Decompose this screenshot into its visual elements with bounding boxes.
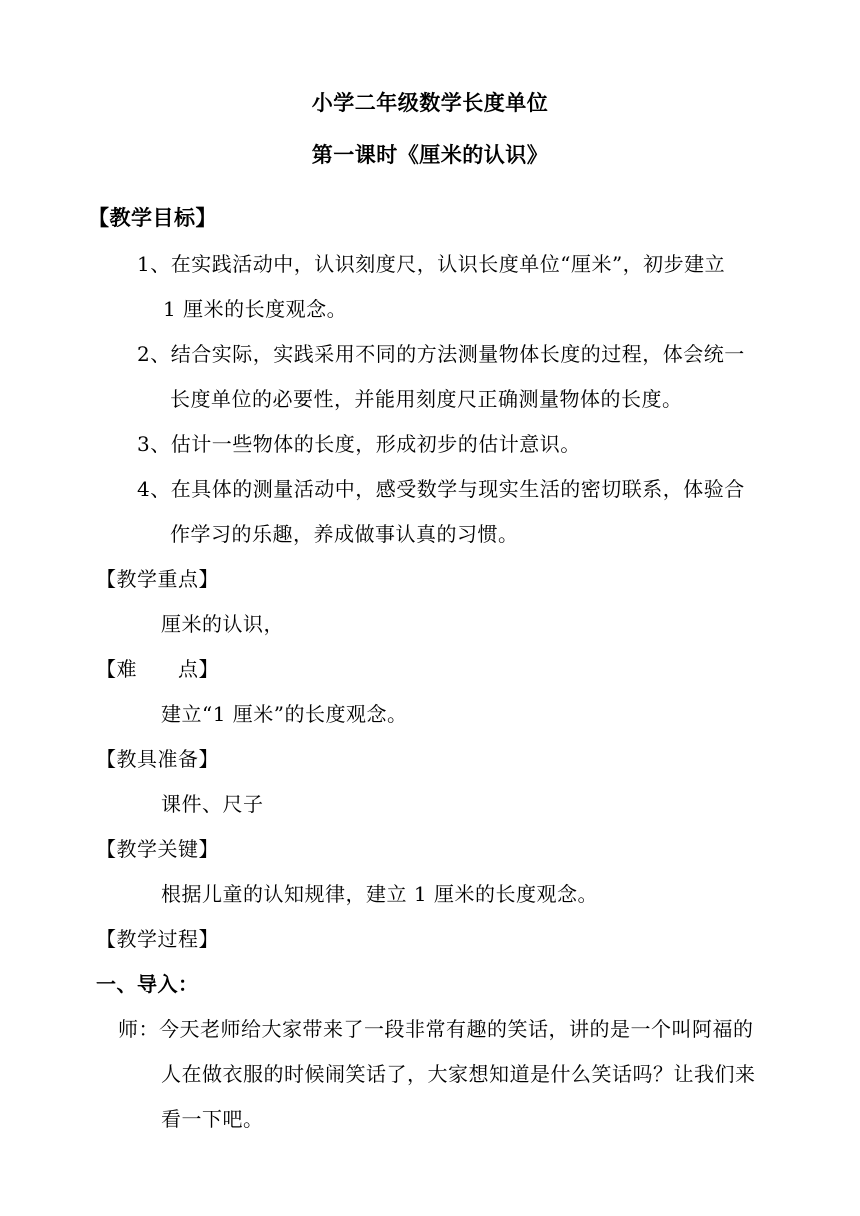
process-heading: 【教学过程】: [96, 927, 219, 951]
objectives-heading: 【教学目标】: [88, 205, 217, 230]
document-title: 小学二年级数学长度单位: [311, 90, 549, 115]
section-1-line-2: 人在做衣服的时候闹笑话了，大家想知道是什么笑话吗？让我们来: [161, 1062, 756, 1086]
difficulty-heading: 【难 点】: [96, 657, 219, 681]
objective-1-line-1: 1、在实践活动中，认识刻度尺，认识长度单位“厘米”，初步建立: [137, 252, 726, 276]
teaching-key-content: 根据儿童的认知规律，建立 1 厘米的长度观念。: [161, 882, 598, 906]
materials-heading: 【教具准备】: [96, 747, 219, 771]
objective-2-line-1: 2、结合实际，实践采用不同的方法测量物体长度的过程，体会统一: [137, 342, 745, 366]
teaching-key-heading: 【教学关键】: [96, 837, 219, 861]
key-point-heading: 【教学重点】: [96, 567, 219, 591]
materials-content: 课件、尺子: [161, 792, 264, 816]
section-1-line-3: 看一下吧。: [161, 1107, 264, 1131]
document-subtitle: 第一课时《厘米的认识》: [311, 142, 549, 167]
objective-4-line-1: 4、在具体的测量活动中，感受数学与现实生活的密切联系，体验合: [137, 477, 745, 501]
objective-4-line-2: 作学习的乐趣，养成做事认真的习惯。: [170, 522, 519, 546]
objective-2-line-2: 长度单位的必要性，并能用刻度尺正确测量物体的长度。: [170, 387, 683, 411]
section-1-heading: 一、导入：: [96, 972, 199, 996]
difficulty-content: 建立“1 厘米”的长度观念。: [161, 702, 408, 726]
objective-3-line-1: 3、估计一些物体的长度，形成初步的估计意识。: [137, 432, 581, 456]
section-1-line-1: 师：今天老师给大家带来了一段非常有趣的笑话，讲的是一个叫阿福的: [118, 1017, 754, 1041]
key-point-content: 厘米的认识，: [161, 612, 284, 636]
objective-1-line-2: 1 厘米的长度观念。: [163, 297, 348, 321]
